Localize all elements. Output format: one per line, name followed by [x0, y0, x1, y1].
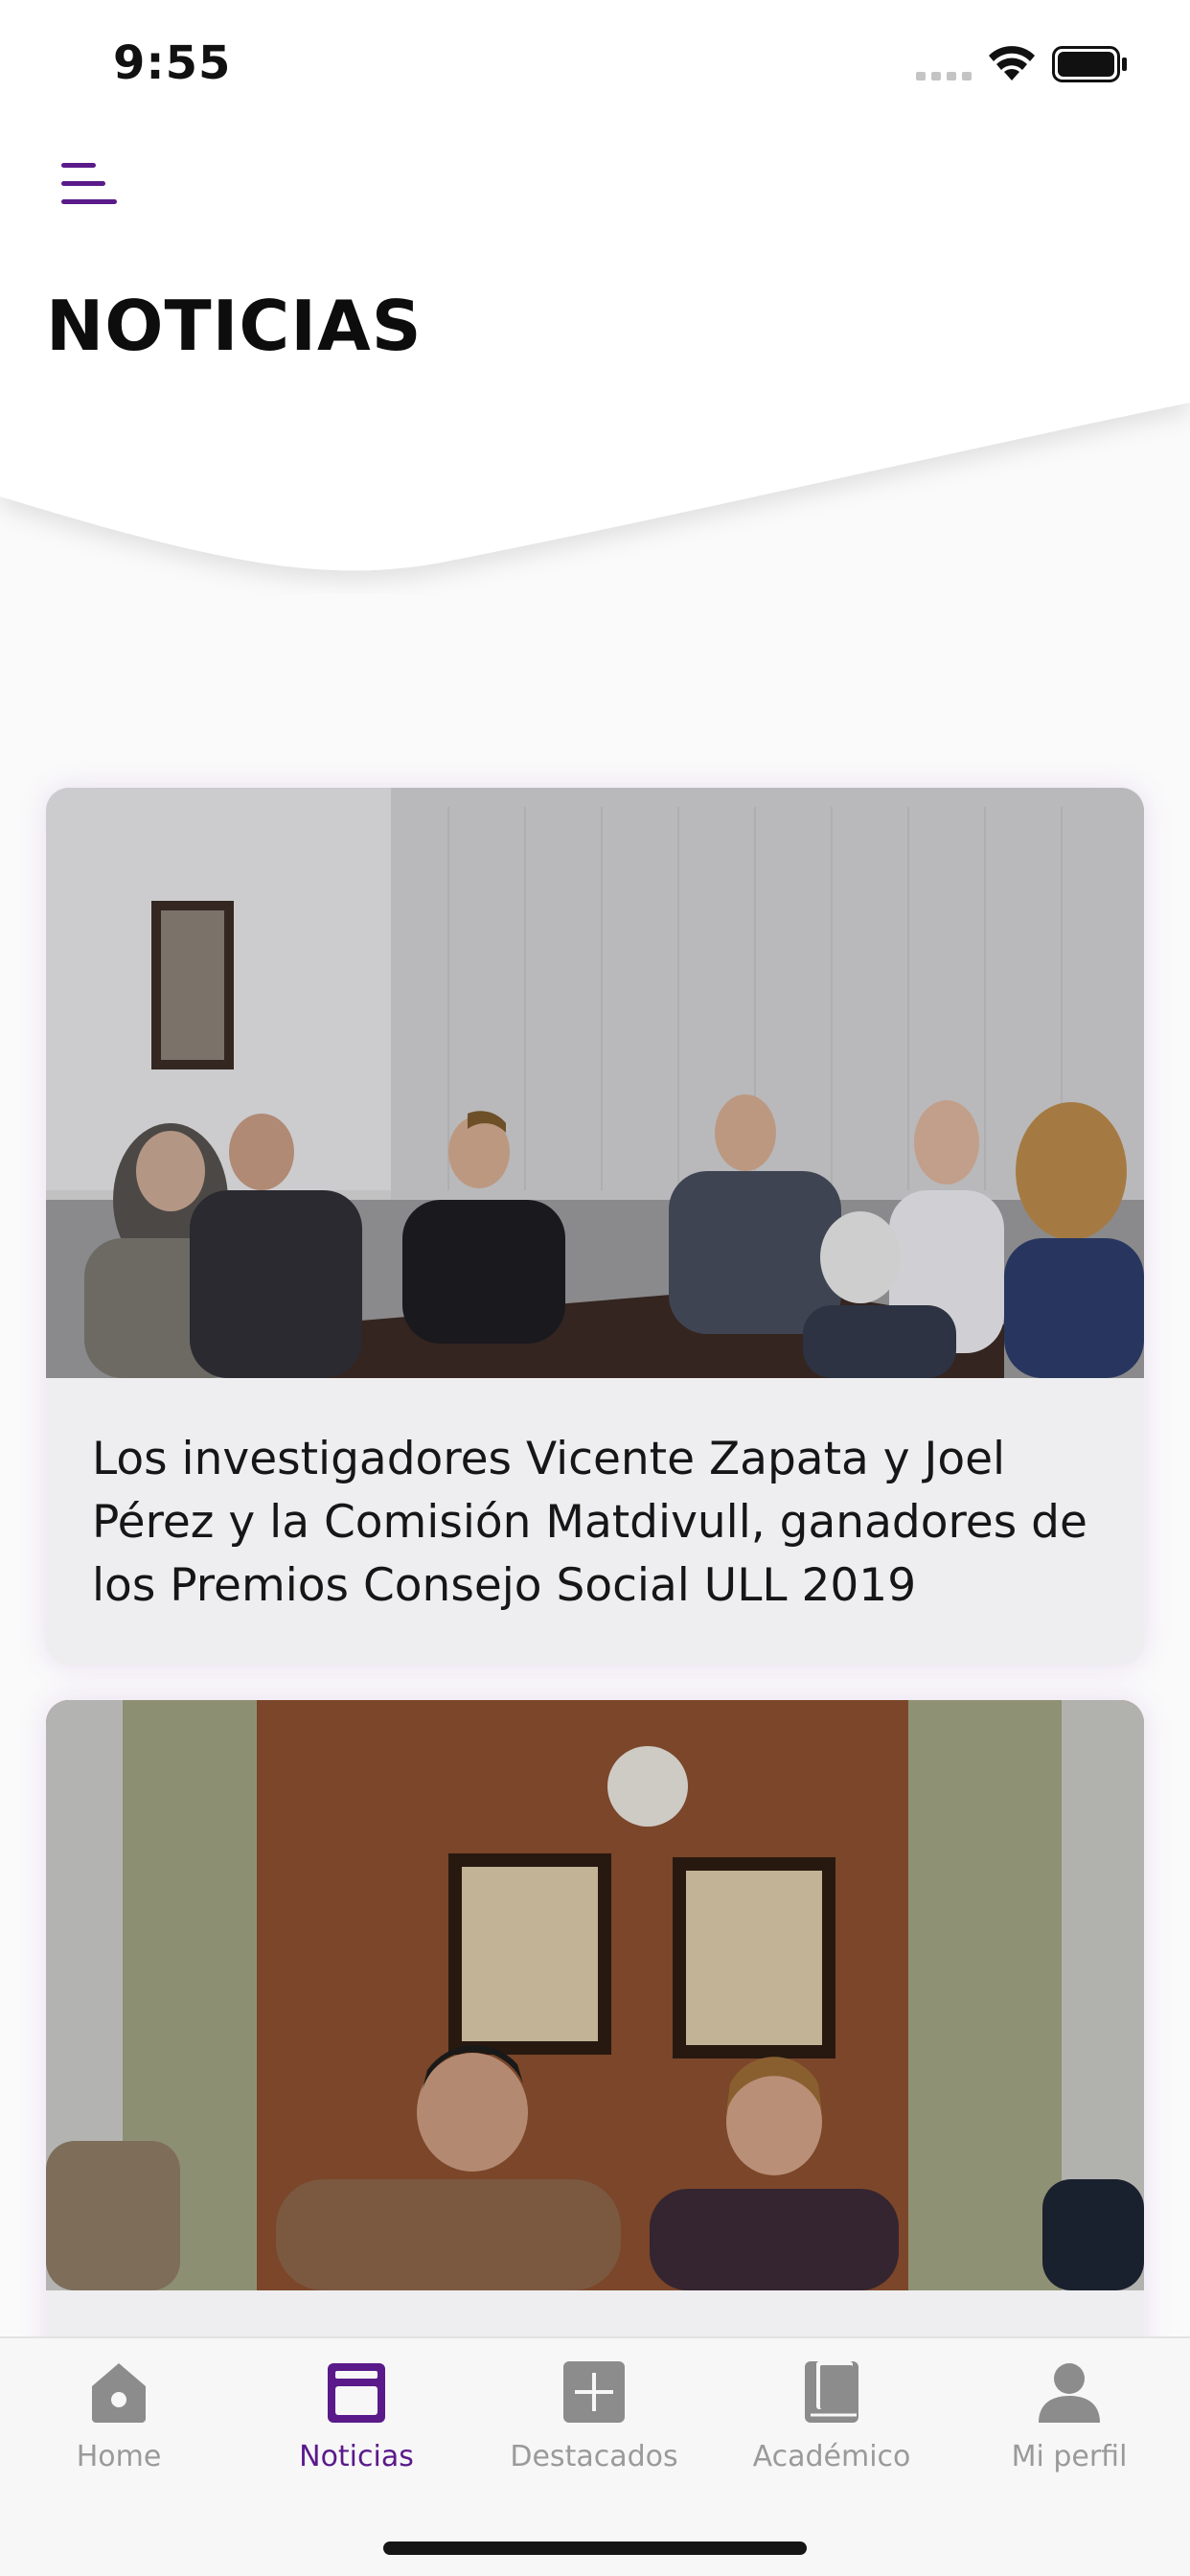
- home-indicator: [383, 2542, 807, 2555]
- tab-destacados[interactable]: [479, 2358, 709, 2492]
- news-card[interactable]: [46, 788, 1144, 1666]
- cellular-signal-icon: [916, 69, 972, 82]
- tab-label: Noticias: [299, 2440, 414, 2473]
- tab-home[interactable]: [4, 2358, 234, 2492]
- tab-label: Académico: [752, 2440, 911, 2473]
- menu-button[interactable]: [54, 151, 130, 218]
- news-image: [46, 788, 1144, 1378]
- news-image: [46, 1700, 1144, 2290]
- news-title: Los investigadores Vicente Zapata y Joel Pérez y la Comisión Matdivull, ganadores de los Premios Consejo Social ULL 2019: [92, 1433, 1087, 1612]
- status-bar: [0, 0, 1190, 134]
- home-icon: [84, 2358, 153, 2426]
- news-card-body: [46, 2290, 1144, 2340]
- page-title: NOTICIAS: [46, 286, 423, 366]
- news-icon: [322, 2358, 391, 2426]
- tab-academico[interactable]: [717, 2358, 947, 2492]
- status-time: 9:55: [113, 36, 232, 90]
- book-icon: [797, 2358, 866, 2426]
- news-card-body: [46, 1378, 1144, 1618]
- tab-label: Destacados: [510, 2440, 678, 2473]
- tab-bar: [0, 2336, 1190, 2576]
- wifi-icon: [987, 44, 1037, 82]
- tab-mi-perfil[interactable]: [954, 2358, 1184, 2492]
- menu-icon: [54, 151, 130, 218]
- tab-noticias[interactable]: [241, 2358, 471, 2492]
- news-card[interactable]: [46, 1700, 1144, 2409]
- user-icon: [1035, 2358, 1104, 2426]
- tab-label: Mi perfil: [1011, 2440, 1128, 2473]
- battery-icon: [1052, 46, 1129, 82]
- tab-label: Home: [76, 2440, 162, 2473]
- plus-square-icon: [560, 2358, 629, 2426]
